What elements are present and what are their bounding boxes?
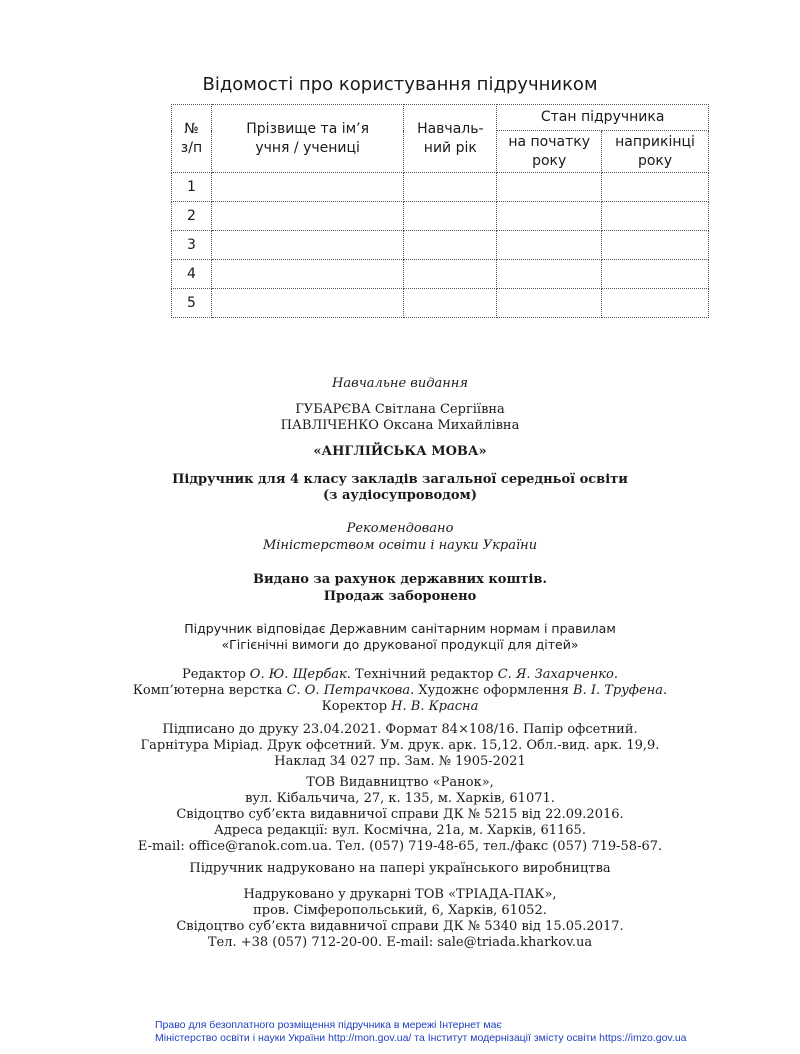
year-cell[interactable] bbox=[404, 173, 497, 202]
header-number: № з/п bbox=[172, 105, 212, 173]
free-copy-notice: Видано за рахунок державних коштів. bbox=[253, 572, 547, 587]
end-state-cell[interactable] bbox=[602, 289, 709, 318]
author-2: ПАВЛІЧЕНКО Оксана Михайлівна bbox=[280, 418, 520, 433]
edition-type: Навчальне видання bbox=[332, 376, 468, 391]
print-details-1: Підписано до друку 23.04.2021. Формат 84×108/16. Папір офсетний. bbox=[162, 722, 638, 737]
name-cell[interactable] bbox=[211, 202, 403, 231]
table-row bbox=[172, 289, 709, 318]
start-state-cell[interactable] bbox=[497, 260, 602, 289]
license-line-1: Право для безоплатного розміщення підручника в мережі Інтернет має bbox=[155, 1019, 502, 1031]
print-details-2: Гарнітура Міріад. Друк офсетний. Ум. друк. арк. 15,12. Обл.-вид. арк. 19,9. bbox=[140, 738, 660, 753]
editorial-address: Адреса редакції: вул. Космічна, 21а, м. Харків, 61165. bbox=[214, 823, 586, 838]
page-title: Відомості про користування підручником bbox=[202, 74, 598, 95]
proofreader-name: Н. В. Красна bbox=[391, 699, 479, 714]
tech-editor-name: С. Я. Захарченко bbox=[497, 667, 614, 682]
paper-note: Підручник надруковано на папері українського виробництва bbox=[189, 861, 611, 876]
end-state-cell[interactable] bbox=[602, 173, 709, 202]
name-cell[interactable] bbox=[211, 231, 403, 260]
name-cell[interactable] bbox=[211, 173, 403, 202]
publisher-address: вул. Кібальчича, 27, к. 135, м. Харків, 61071. bbox=[245, 791, 555, 806]
book-title: «АНГЛІЙСЬКА МОВА» bbox=[313, 444, 487, 459]
usage-table bbox=[171, 104, 709, 318]
start-state-cell[interactable] bbox=[497, 231, 602, 260]
row-number: 5 bbox=[172, 289, 212, 318]
year-cell[interactable] bbox=[404, 202, 497, 231]
table-row bbox=[172, 231, 709, 260]
row-number: 4 bbox=[172, 260, 212, 289]
end-state-cell[interactable] bbox=[602, 260, 709, 289]
publisher-contacts: E-mail: office@ranok.com.ua. Тел. (057) 719-48-65, тел./факс (057) 719-58-67. bbox=[137, 839, 663, 854]
printer-address: пров. Сімферопольський, 6, Харків, 61052. bbox=[253, 903, 547, 918]
editors-line: Редактор О. Ю. Щербак. Технічний редактор С. Я. Захарченко. bbox=[181, 667, 618, 682]
name-cell[interactable] bbox=[211, 260, 403, 289]
year-cell[interactable] bbox=[404, 231, 497, 260]
year-cell[interactable] bbox=[404, 260, 497, 289]
author-1: ГУБАРЄВА Світлана Сергіївна bbox=[295, 402, 505, 417]
editor-name: О. Ю. Щербак bbox=[249, 667, 347, 682]
license-line-2[interactable]: Міністерство освіти і науки України http://mon.gov.ua/ та Інститут модернізації змісту освіти https://imzo.gov.ua bbox=[155, 1032, 687, 1044]
row-number: 1 bbox=[172, 173, 212, 202]
table-row bbox=[172, 260, 709, 289]
printer-contacts: Тел. +38 (057) 712-20-00. E-mail: sale@triada.kharkov.ua bbox=[207, 935, 593, 950]
publisher-certificate: Свідоцтво суб’єкта видавничої справи ДК № 5215 від 22.09.2016. bbox=[176, 807, 624, 822]
row-number: 3 bbox=[172, 231, 212, 260]
start-state-cell[interactable] bbox=[497, 202, 602, 231]
header-state-end: наприкінці року bbox=[602, 131, 709, 173]
table-row bbox=[172, 173, 709, 202]
printer-name: Надруковано у друкарні ТОВ «ТРІАДА-ПАК», bbox=[243, 887, 557, 902]
year-cell[interactable] bbox=[404, 289, 497, 318]
header-book-state: Стан підручника bbox=[497, 105, 709, 131]
proofreader-line: Коректор Н. В. Красна bbox=[321, 699, 479, 714]
sanitary-note: Підручник відповідає Державним санітарним нормам і правилам bbox=[184, 621, 616, 636]
sanitary-note-title: «Гігієнічні вимоги до друкованої продукції для дітей» bbox=[221, 637, 579, 652]
header-school-year: Навчаль- ний рік bbox=[404, 105, 497, 173]
recommended-ministry: Міністерством освіти і науки України bbox=[262, 538, 538, 553]
recommended-label: Рекомендовано bbox=[346, 521, 454, 536]
layout-name: С. О. Петрачкова bbox=[286, 683, 411, 698]
start-state-cell[interactable] bbox=[497, 173, 602, 202]
header-state-start: на початку року bbox=[497, 131, 602, 173]
layout-line: Комп’ютерна верстка С. О. Петрачкова. Художнє оформлення В. І. Труфена. bbox=[132, 683, 668, 698]
header-student-name: Прізвище та ім’я учня / учениці bbox=[211, 105, 403, 173]
sale-forbidden-notice: Продаж заборонено bbox=[323, 589, 477, 604]
book-subtitle-audio: (з аудіосупроводом) bbox=[323, 488, 477, 503]
book-subtitle: Підручник для 4 класу закладів загальної середньої освіти bbox=[172, 472, 628, 487]
license-footer bbox=[155, 1019, 687, 1045]
end-state-cell[interactable] bbox=[602, 202, 709, 231]
publisher-name: ТОВ Видавництво «Ранок», bbox=[306, 775, 494, 790]
end-state-cell[interactable] bbox=[602, 231, 709, 260]
designer-name: В. І. Труфена bbox=[573, 683, 663, 698]
print-details-3: Наклад 34 027 пр. Зам. № 1905-2021 bbox=[274, 754, 526, 769]
printer-certificate: Свідоцтво суб’єкта видавничої справи ДК № 5340 від 15.05.2017. bbox=[176, 919, 624, 934]
row-number: 2 bbox=[172, 202, 212, 231]
start-state-cell[interactable] bbox=[497, 289, 602, 318]
table-row bbox=[172, 202, 709, 231]
name-cell[interactable] bbox=[211, 289, 403, 318]
